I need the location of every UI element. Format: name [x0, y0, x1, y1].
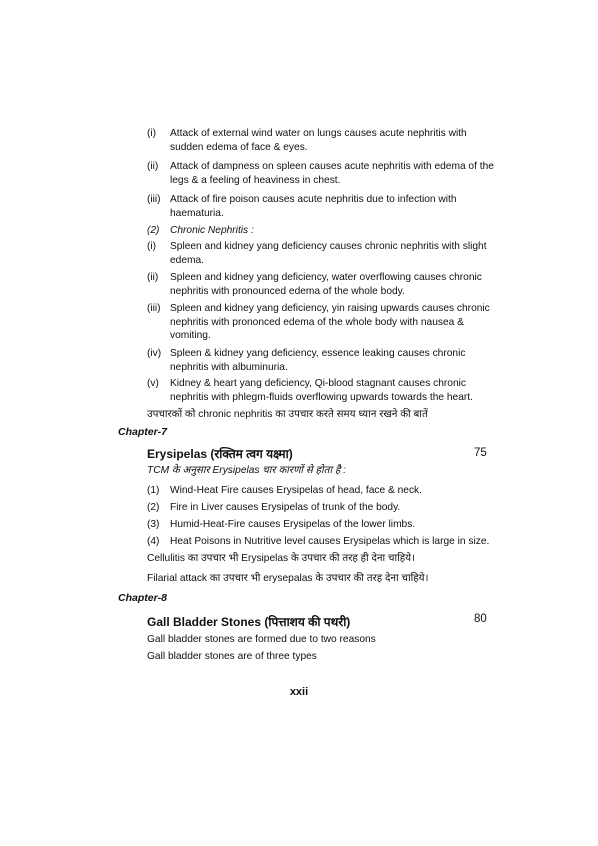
- item-number: (iv): [147, 348, 162, 359]
- item-number: (i): [147, 128, 157, 139]
- item-number: (iii): [147, 303, 161, 314]
- item-text: Attack of fire poison causes acute nephritis due to infection with haematuria.: [170, 194, 457, 219]
- item-number: (4): [147, 536, 160, 547]
- section-number: (2): [147, 225, 160, 236]
- intro-text: TCM के अनुसार Erysipelas चार कारणों से होता है :: [147, 465, 347, 476]
- note-text: Filarial attack का उपचार भी erysepalas के उपचार की तरह देना चाहिये।: [147, 573, 429, 584]
- item-number: (iii): [147, 194, 161, 205]
- footer-page-number: xxii: [289, 686, 309, 698]
- page-number: 80: [474, 613, 487, 625]
- note-text: Cellulitis का उपचार भी Erysipelas के उपचार की तरह ही देना चाहिये।: [147, 553, 415, 564]
- body-text: Gall bladder stones are of three types: [147, 651, 317, 662]
- body-text: Gall bladder stones are formed due to two reasons: [147, 634, 376, 645]
- item-text: Wind-Heat Fire causes Erysipelas of head, face & neck.: [170, 485, 422, 496]
- item-number: (3): [147, 519, 160, 530]
- item-text: Spleen and kidney yang deficiency, yin raising upwards causes chronic nephritis with prononced edema of the whole body with nausea & vomiting.: [170, 303, 490, 341]
- item-text: Humid-Heat-Fire causes Erysipelas of the lower limbs.: [170, 519, 416, 530]
- page-number: 75: [474, 447, 487, 459]
- item-number: (2): [147, 502, 160, 513]
- item-text: Spleen and kidney yang deficiency, water overflowing causes chronic nephritis with pronounced edema of the whole body.: [170, 272, 482, 297]
- section-title: Chronic Nephritis :: [170, 225, 254, 236]
- chapter-label: Chapter-7: [118, 426, 168, 438]
- chapter-title: Gall Bladder Stones (पित्ताशय की पथरी): [147, 615, 351, 629]
- item-number: (ii): [147, 161, 159, 172]
- item-number: (i): [147, 241, 157, 252]
- item-number: (v): [147, 378, 159, 389]
- item-text: Spleen & kidney yang deficiency, essence leaking causes chronic nephritis with albuminuria.: [170, 348, 466, 373]
- item-number: (ii): [147, 272, 159, 283]
- item-text: Kidney & heart yang deficiency, Qi-blood stagnant causes chronic nephritis with phlegm-fluids overflowing upwards towards the heart.: [170, 378, 473, 403]
- item-text: Spleen and kidney yang deficiency causes chronic nephritis with slight edema.: [170, 241, 487, 266]
- chapter-title: Erysipelas (रक्तिम त्वग यक्ष्मा): [147, 447, 293, 461]
- item-number: (1): [147, 485, 160, 496]
- note-text: उपचारकों को chronic nephritis का उपचार करते समय ध्यान रखने की बातें: [147, 409, 428, 420]
- item-text: Fire in Liver causes Erysipelas of trunk of the body.: [170, 502, 401, 513]
- item-text: Heat Poisons in Nutritive level causes Erysipelas which is large in size.: [170, 536, 490, 547]
- item-text: Attack of dampness on spleen causes acute nephritis with edema of the legs & a feeling of heaviness in chest.: [170, 161, 494, 186]
- chapter-label: Chapter-8: [118, 592, 168, 604]
- item-text: Attack of external wind water on lungs causes acute nephritis with sudden edema of face & eyes.: [170, 128, 467, 153]
